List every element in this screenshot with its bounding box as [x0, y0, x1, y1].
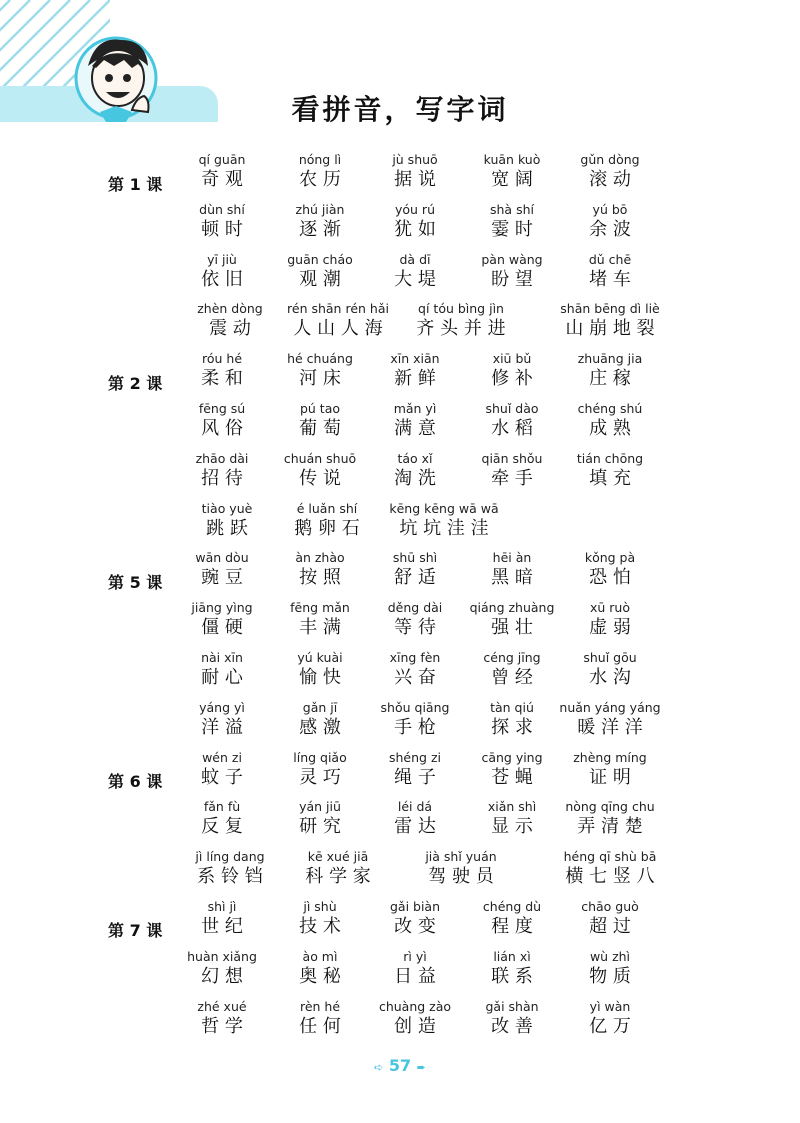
hanzi-word: 暖 洋 洋 — [577, 716, 643, 738]
word-item — [545, 601, 675, 639]
word-item — [545, 751, 675, 789]
pinyin: jiāng yìng — [191, 600, 253, 616]
hanzi-word: 灵 巧 — [299, 766, 341, 788]
hanzi-word: 鹅 卵 石 — [294, 517, 360, 539]
hanzi-word: 幻 想 — [201, 965, 243, 987]
hanzi-word: 奇 观 — [201, 169, 243, 190]
word-item — [545, 651, 675, 689]
hanzi-word: 虚 弱 — [589, 617, 631, 639]
pinyin: yú bō — [592, 201, 628, 217]
lesson-label: 第 6 课 — [108, 772, 163, 791]
pinyin: rì yì — [403, 948, 427, 964]
hanzi-word: 按 照 — [299, 567, 341, 589]
word-item — [545, 1000, 675, 1038]
hanzi-word: 弄 清 楚 — [577, 816, 643, 838]
pinyin: shì jì — [207, 899, 237, 914]
hanzi-word: 跳 跃 — [206, 517, 248, 539]
word-item — [545, 352, 675, 390]
hanzi-word: 观 潮 — [299, 268, 341, 290]
hanzi-word: 水 稻 — [491, 418, 533, 439]
hanzi-word: 水 沟 — [589, 667, 631, 688]
pinyin: kǒng pà — [584, 550, 636, 566]
word-item — [396, 302, 526, 340]
hanzi-word: 驾 驶 员 — [428, 866, 494, 888]
word-item — [273, 302, 403, 340]
hanzi-word: 舒 适 — [394, 567, 436, 589]
hanzi-word: 霎 时 — [491, 218, 533, 240]
lesson-label: 第 7 课 — [108, 921, 163, 940]
hanzi-word: 亿 万 — [589, 1015, 631, 1037]
pinyin: nòng qīng chu — [565, 799, 655, 815]
hanzi-word: 山 崩 地 裂 — [565, 318, 655, 340]
pinyin: zhèn dòng — [197, 301, 263, 317]
hanzi-word: 葡 萄 — [299, 418, 341, 439]
pinyin: yì wàn — [589, 998, 631, 1014]
word-item — [545, 153, 675, 191]
hanzi-word: 满 意 — [394, 418, 436, 439]
hanzi-word: 联 系 — [491, 965, 533, 987]
hanzi-word: 宽 阔 — [491, 169, 533, 190]
pinyin: róu hé — [201, 351, 243, 367]
pinyin: gǎi shàn — [485, 998, 539, 1014]
hanzi-word: 奥 秘 — [299, 965, 341, 987]
lesson-label: 第 2 课 — [108, 374, 163, 393]
pinyin: nuǎn yáng yáng — [559, 699, 661, 715]
hanzi-word: 雷 达 — [394, 816, 436, 838]
pinyin: yī jiù — [207, 251, 237, 267]
pinyin: qiáng zhuàng — [469, 600, 555, 616]
page-number: 57 — [388, 1056, 412, 1075]
hanzi-word: 牵 手 — [491, 467, 533, 489]
hanzi-word: 震 动 — [209, 318, 251, 340]
hanzi-word: 蚊 子 — [201, 766, 243, 788]
pinyin: zhāo dài — [195, 450, 249, 466]
pinyin: chéng dù — [482, 899, 542, 914]
lesson-label: 第 5 课 — [108, 573, 163, 592]
hanzi-word: 哲 学 — [201, 1015, 243, 1037]
pinyin: tián chōng — [576, 450, 644, 466]
pinyin: táo xǐ — [397, 450, 433, 466]
hanzi-word: 等 待 — [394, 617, 436, 639]
pinyin: dùn shí — [199, 201, 245, 217]
pinyin: zhú jiàn — [295, 201, 345, 217]
pinyin: tàn qiú — [490, 699, 534, 715]
hanzi-word: 世 纪 — [201, 916, 243, 937]
pinyin: nóng lì — [298, 152, 342, 167]
pinyin: qí guān — [198, 152, 246, 167]
hanzi-word: 洋 溢 — [201, 716, 243, 738]
hanzi-word: 手 枪 — [394, 716, 436, 738]
hanzi-word: 苍 蝇 — [491, 766, 533, 788]
hanzi-word: 犹 如 — [394, 218, 436, 240]
hanzi-word: 庄 稼 — [589, 368, 631, 390]
pinyin: shǒu qiāng — [380, 699, 450, 715]
hanzi-word: 反 复 — [201, 816, 243, 838]
pinyin: jià shǐ yuán — [425, 849, 497, 865]
pinyin: xīn xiān — [390, 351, 440, 367]
hanzi-word: 河 床 — [299, 368, 341, 390]
pinyin: zhé xué — [197, 998, 247, 1014]
hanzi-word: 传 说 — [299, 467, 341, 489]
pinyin: xiǎn shì — [487, 799, 537, 815]
hanzi-word: 修 补 — [491, 368, 533, 390]
pinyin: léi dá — [397, 799, 433, 815]
pinyin: shuǐ dào — [485, 401, 539, 416]
pinyin: wén zi — [202, 749, 242, 765]
hanzi-word: 技 术 — [299, 916, 341, 937]
hanzi-word: 柔 和 — [201, 368, 243, 390]
pinyin: jù shuō — [392, 152, 438, 167]
pinyin: guān cháo — [287, 251, 353, 267]
pinyin: qí tóu bìng jìn — [418, 301, 504, 317]
pinyin: héng qī shù bā — [563, 849, 657, 865]
hanzi-word: 僵 硬 — [201, 617, 243, 639]
hanzi-word: 研 究 — [299, 816, 341, 838]
page-title: 看拼音，写字词 — [291, 93, 509, 126]
word-item — [379, 502, 509, 540]
hanzi-word: 感 激 — [299, 716, 341, 738]
hanzi-word: 系 铃 铛 — [197, 866, 263, 888]
hanzi-word: 豌 豆 — [201, 567, 243, 589]
hanzi-word: 堵 车 — [589, 268, 631, 290]
pinyin: zhèng míng — [573, 749, 647, 765]
pinyin: pú tao — [299, 401, 341, 416]
pinyin: yán jiū — [299, 799, 341, 815]
pinyin: chāo guò — [581, 899, 639, 914]
pinyin: chuán shuō — [283, 450, 357, 466]
pinyin: shéng zi — [389, 749, 441, 765]
pinyin: gǎi biàn — [389, 899, 441, 914]
pinyin: rén shān rén hǎi — [287, 301, 389, 317]
pinyin: lián xì — [493, 948, 531, 964]
pinyin: fēng mǎn — [290, 600, 350, 616]
hanzi-word: 盼 望 — [491, 268, 533, 290]
hanzi-word: 风 俗 — [201, 418, 243, 439]
hanzi-word: 任 何 — [299, 1015, 341, 1037]
arrow-decoration-icon: ➨ — [416, 1061, 426, 1074]
hanzi-word: 余 波 — [589, 218, 631, 240]
hanzi-word: 愉 快 — [299, 667, 341, 688]
hanzi-word: 黑 暗 — [491, 567, 533, 589]
pinyin: chéng shú — [577, 401, 643, 416]
hanzi-word: 填 充 — [589, 467, 631, 489]
pinyin: kē xué jiā — [307, 849, 369, 865]
hanzi-word: 横 七 竖 八 — [565, 866, 655, 888]
pinyin: děng dài — [387, 600, 443, 616]
arrow-decoration-icon: ➪ — [374, 1061, 384, 1074]
hanzi-word: 逐 渐 — [299, 218, 341, 240]
pinyin: shuǐ gōu — [583, 650, 637, 665]
word-item — [545, 900, 675, 938]
pinyin: mǎn yì — [393, 401, 437, 416]
word-item — [545, 452, 675, 490]
word-item — [396, 850, 526, 888]
hanzi-word: 顿 时 — [201, 218, 243, 240]
word-item — [545, 253, 675, 291]
hanzi-word: 滚 动 — [589, 169, 631, 190]
pinyin: xīng fèn — [389, 650, 441, 665]
lesson-label: 第 1 课 — [108, 175, 163, 194]
hanzi-word: 人 山 人 海 — [293, 318, 383, 340]
pinyin: xiū bǔ — [492, 351, 532, 367]
pinyin: àn zhào — [295, 550, 345, 566]
pinyin: yáng yì — [199, 699, 245, 715]
pinyin: xū ruò — [589, 600, 630, 616]
hanzi-word: 超 过 — [589, 916, 631, 937]
pinyin: shān bēng dì liè — [560, 301, 660, 317]
pinyin: yú kuài — [297, 650, 343, 665]
pinyin: zhuāng jia — [577, 351, 643, 367]
hanzi-word: 日 益 — [394, 965, 436, 987]
hanzi-word: 强 壮 — [491, 617, 533, 639]
pinyin: cāng ying — [481, 749, 543, 765]
pinyin: dà dī — [399, 251, 431, 267]
hanzi-word: 耐 心 — [201, 667, 243, 688]
pinyin: hé chuáng — [287, 351, 353, 367]
word-item — [273, 850, 403, 888]
pinyin: yóu rú — [394, 201, 435, 217]
word-item — [262, 502, 392, 540]
pinyin: wù zhì — [589, 948, 631, 964]
pinyin: jì líng dang — [195, 849, 265, 865]
word-item — [545, 701, 675, 739]
pinyin: shū shì — [392, 550, 438, 566]
hanzi-word: 改 善 — [491, 1015, 533, 1037]
hanzi-word: 物 质 — [589, 965, 631, 987]
pinyin: huàn xiǎng — [187, 948, 257, 964]
hanzi-word: 探 求 — [491, 716, 533, 738]
pinyin: kēng kēng wā wā — [389, 500, 499, 516]
pinyin: pàn wàng — [481, 251, 543, 267]
page-number-footer — [0, 1056, 800, 1075]
word-item — [545, 551, 675, 589]
word-item — [545, 800, 675, 838]
word-item — [545, 302, 675, 340]
hanzi-word: 丰 满 — [299, 617, 341, 639]
pinyin: hēi àn — [492, 550, 532, 566]
pinyin: nài xīn — [201, 650, 243, 665]
pinyin: é luǎn shí — [296, 500, 358, 516]
pinyin: ào mì — [302, 948, 338, 964]
pinyin: gǎn jī — [302, 699, 338, 715]
hanzi-word: 坑 坑 洼 洼 — [399, 517, 489, 539]
hanzi-word: 成 熟 — [589, 418, 631, 439]
pinyin: tiào yuè — [201, 500, 253, 516]
hanzi-word: 新 鲜 — [394, 368, 436, 390]
word-item — [545, 850, 675, 888]
word-item — [545, 950, 675, 988]
pinyin: dǔ chē — [588, 251, 632, 267]
pinyin: wān dòu — [195, 550, 249, 566]
pinyin: chuàng zào — [378, 998, 452, 1014]
hanzi-word: 曾 经 — [491, 667, 533, 688]
hanzi-word: 齐 头 并 进 — [416, 318, 506, 340]
pinyin: líng qiǎo — [293, 749, 347, 765]
pinyin: qiān shǒu — [481, 450, 543, 466]
hanzi-word: 依 旧 — [201, 268, 243, 290]
hanzi-word: 大 堤 — [394, 268, 436, 290]
hanzi-word: 招 待 — [201, 467, 243, 489]
hanzi-word: 淘 洗 — [394, 467, 436, 489]
hanzi-word: 兴 奋 — [394, 667, 436, 688]
hanzi-word: 创 造 — [394, 1015, 436, 1037]
hanzi-word: 农 历 — [299, 169, 341, 190]
word-item — [545, 203, 675, 241]
hanzi-word: 程 度 — [491, 916, 533, 937]
hanzi-word: 恐 怕 — [589, 567, 631, 589]
pinyin: fēng sú — [198, 401, 246, 416]
pinyin: gǔn dòng — [580, 152, 640, 167]
pinyin: céng jīng — [483, 650, 541, 665]
hanzi-word: 科 学 家 — [305, 866, 371, 888]
word-item — [545, 402, 675, 440]
hanzi-word: 证 明 — [589, 766, 631, 788]
pinyin: shà shí — [490, 201, 534, 217]
pinyin: fǎn fù — [203, 799, 241, 815]
pinyin: jì shù — [303, 899, 337, 914]
hanzi-word: 显 示 — [491, 816, 533, 838]
pinyin: kuān kuò — [483, 152, 541, 167]
hanzi-word: 绳 子 — [394, 766, 436, 788]
pinyin: rèn hé — [299, 998, 341, 1014]
hanzi-word: 改 变 — [394, 916, 436, 937]
hanzi-word: 据 说 — [394, 169, 436, 190]
